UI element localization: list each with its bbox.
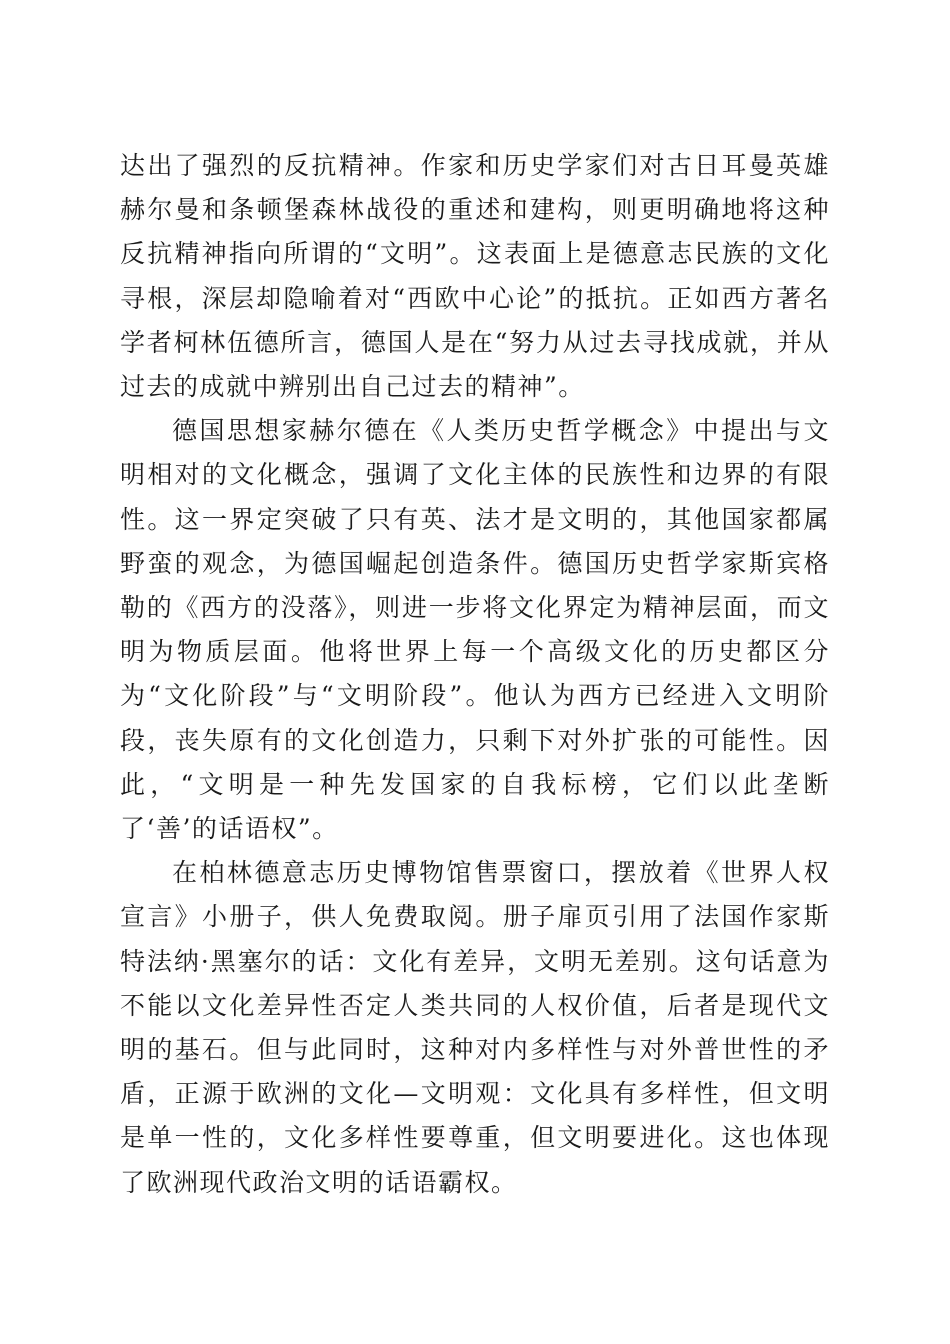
paragraph-herder-spengler: 德国思想家赫尔德在《人类历史哲学概念》中提出与文明相对的文化概念，强调了文化主体的民族性和边界的有限性。这一界定突破了只有英、法才是文明的，其他国家都属野蛮的观念，为德国崛起创造条件。德国历史哲学家斯宾格勒的《西方的没落》，则进一步将文化界定为精神层面，而文明为物质层面。他将世界上每一个高级文化的历史都区分为“文化阶段”与“文明阶段”。他认为西方已经进入文明阶段，丧失原有的文化创造力，只剩下对外扩张的可能性。因此，“文明是一种先发国家的自我标榜，它们以此垄断了‘善’的话语权”。 [120, 416, 830, 844]
paragraph-berlin-museum: 在柏林德意志历史博物馆售票窗口，摆放着《世界人权宣言》小册子，供人免费取阅。册子扉页引用了法国作家斯特法纳·黑塞尔的话：文化有差异，文明无差别。这句话意为不能以文化差异性否定人类共同的人权价值，后者是现代文明的基石。但与此同时，这种对内多样性与对外普世性的矛盾，正源于欧洲的文化—文明观：文化具有多样性，但文明是单一性的，文化多样性要尊重，但文明要进化。这也体现了欧洲现代政治文明的话语霸权。 [120, 858, 830, 1197]
paragraph-continued: 达出了强烈的反抗精神。作家和历史学家们对古日耳曼英雄赫尔曼和条顿堡森林战役的重述和建构，则更明确地将这种反抗精神指向所谓的“文明”。这表面上是德意志民族的文化寻根，深层却隐喻着对“西欧中心论”的抵抗。正如西方著名学者柯林伍德所言，德国人是在“努力从过去寻找成就，并从过去的成就中辨别出自己过去的精神”。 [120, 151, 830, 402]
article-body [120, 144, 830, 1205]
